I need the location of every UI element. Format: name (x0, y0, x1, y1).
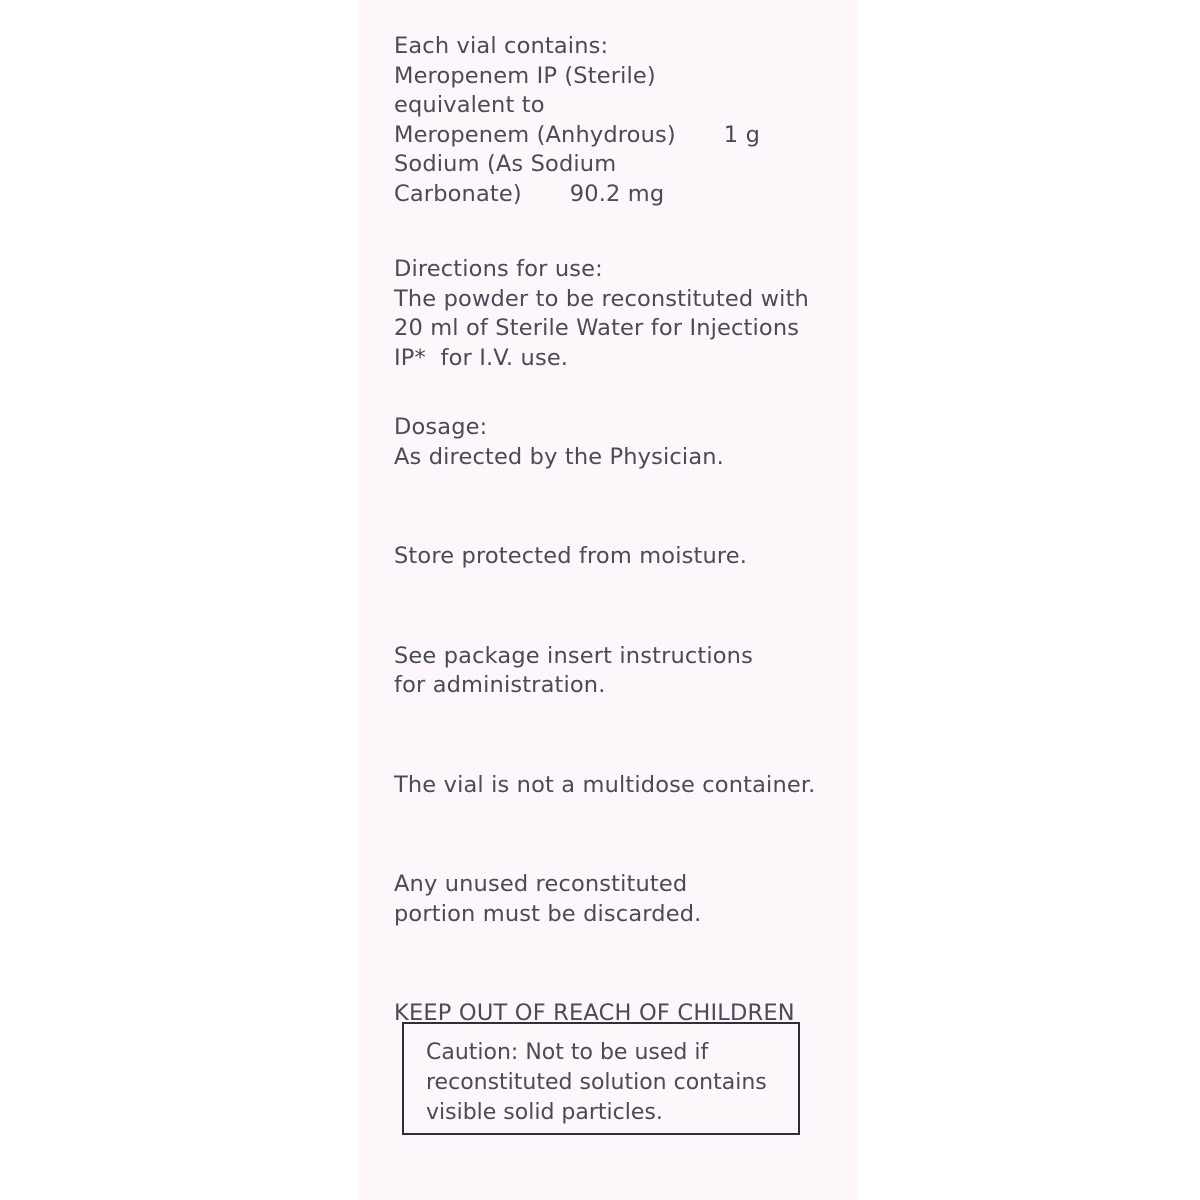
spacer-5b (394, 741, 840, 771)
spacer-4b (394, 612, 840, 642)
caution-line-2: reconstituted solution contains (426, 1070, 767, 1095)
storage-line-1: Store protected from moisture. (394, 543, 748, 569)
composition-item-sodium-name: Sodium (As Sodium (394, 151, 617, 177)
composition-item-carbonate-name: Carbonate) (394, 180, 522, 207)
directions-line-1: The powder to be reconstituted with (394, 285, 809, 312)
composition-item-carbonate-value: 90.2 mg (569, 180, 665, 207)
dosage-section (394, 413, 840, 472)
spacer-4 (394, 572, 840, 612)
caution-box (402, 1022, 800, 1135)
dosage-heading: Dosage: (394, 414, 488, 440)
keep-out-of-reach-warning: KEEP OUT OF REACH OF CHILDREN (394, 1000, 795, 1026)
composition-item-meropenem-name: Meropenem (Anhydrous) (394, 121, 676, 148)
package-insert-line-1: See package insert instructions (394, 642, 753, 669)
spacer-2 (394, 373, 840, 413)
unused-portion-section (394, 870, 840, 929)
storage-section (394, 542, 840, 572)
directions-line-3: IP* for I.V. use. (394, 344, 569, 371)
spacer-7b (394, 969, 840, 999)
composition-item-carbonate (394, 180, 840, 210)
composition-line-2: equivalent to (394, 92, 545, 118)
composition-heading: Each vial contains: (394, 33, 609, 59)
carton-panel (358, 0, 858, 1200)
caution-line-1: Caution: Not to be used if (426, 1040, 709, 1065)
composition-line-1: Meropenem IP (Sterile) (394, 62, 656, 89)
package-insert-line-2: for administration. (394, 672, 606, 698)
spacer-1 (394, 209, 840, 255)
caution-text (426, 1038, 786, 1128)
spacer-6b (394, 840, 840, 870)
spacer-3 (394, 472, 840, 512)
composition-section (394, 32, 840, 209)
directions-section (394, 255, 840, 373)
panel-content (394, 32, 840, 1029)
spacer-3b (394, 512, 840, 542)
unused-portion-line-1: Any unused reconstituted (394, 871, 688, 897)
unused-portion-line-2: portion must be discarded. (394, 900, 702, 927)
caution-line-3: visible solid particles. (426, 1100, 663, 1125)
directions-line-2: 20 ml of Sterile Water for Injections (394, 315, 800, 341)
spacer-6 (394, 800, 840, 840)
dosage-line-1: As directed by the Physician. (394, 443, 724, 470)
composition-item-meropenem-value: 1 g (723, 121, 760, 148)
package-insert-section (394, 642, 840, 701)
spacer-7 (394, 929, 840, 969)
composition-item-sodium (394, 150, 840, 180)
composition-item-meropenem (394, 121, 840, 151)
multidose-line-1: The vial is not a multidose container. (394, 771, 816, 798)
multidose-section (394, 771, 840, 801)
spacer-5 (394, 701, 840, 741)
directions-heading: Directions for use: (394, 256, 603, 282)
